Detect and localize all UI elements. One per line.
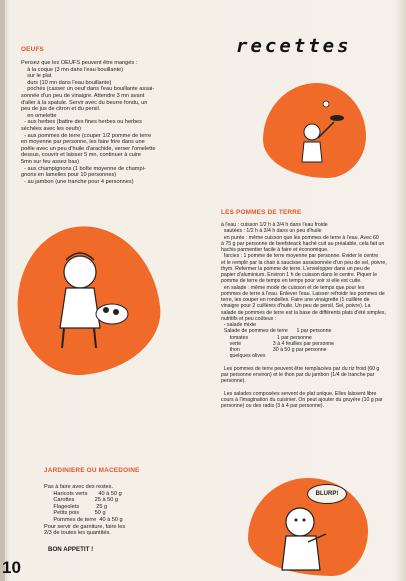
pommes-text: à l'eau : cuisson 1/2 h à 3/4 h dans l'eau froide sautées : 1/2 h à 3/4 h dans un peu d'huile en purée : même cuisson que les pommes de terre à l'eau. Avec 60 à 75 g par personne de beefsteack haché cuit au préalable, cela fait un hachis parmentier facile à faire et économique. farcies : 1 pomme de terre moyenne par personne. Evider le centre et le remplir par la chair à saucisse assaisonnée d'un peu de sel, poivre, thym. Refermer la pomme de terre. L'envelopper dans un peu de papier d'aluminium. Environ 1 h de cuisson dans le centre. Piquer le pomme de terre de temps en temps pour voir si elle est cuite. en salade : même mode de cuisson et de temps que pour les pommes de terre à l'eau. Enlever l'eau. Laisser refroidir les pommes de terre, les couper en rondelles. Faire une vinaigrette (1 cuillère de vinaigre pour 2 cuillères d'huile. Un peu de persil. Sel, poivre). La salade de pommes de terre est la base de différents plats d'été simples, nutritifs et peu coûteux : - salade mixte Salade de pommes de terre 1 par personne tomates 1 par personne verte 3 à 4 feuilles par personne thon 30 à 50 g par personne quelques olives Les pommes de terre peuvent être remplacées par du riz froid (60 g par personne environ) et le thon par du jambon (1/4 de tranche par personne). Les salades composées servent de plat unique. Elles laissent libre cours à l'imagination du cuisinier. On peut ajouter du gruyère (10 g par personne) ou des radis (3 à 4 par personne). — [221, 222, 387, 410]
boy-with-vegetables-illustration — [36, 244, 136, 356]
oeufs-heading: OEUFS — [21, 46, 45, 53]
page-spine-shadow — [0, 0, 5, 581]
speech-bubble: BLURP! — [307, 484, 347, 504]
page-number: 10 — [2, 558, 21, 577]
pommes-heading: LES POMMES DE TERRE — [221, 209, 302, 216]
jardiniere-text: Pas à faire avec des restes. Haricots verts 40 à 50 g Carottes 25 à 50 g Flageolets 25 g Petits pois 50 g Pommes de terre 40 à 50 g Pour servir de garniture, faire les 2/3 de toutes les quantités. — [44, 484, 126, 537]
boy-eating-illustration — [268, 498, 348, 576]
bon-appetit: BON APPETIT ! — [48, 546, 94, 553]
jardiniere-heading: JARDINIERE OU MACEDOINE — [44, 467, 140, 474]
page-title: recettes — [236, 35, 352, 57]
oeufs-text: Pensez que les OEUFS peuvent être mangés : à la coque (3 mn dans l'eau bouillante) sur le plat durs (10 mn dans l'eau bouillante) pochés (casser un oeuf dans l'eau bouillante assai- sonnée d'un peu de vinaigre. Attendre 3 mn avant d'aller à la spatule. Servir avec du beurre fondu, un peu de jus de citron et du persil. en omelette - aux herbes (battre des fines herbes ou herbes séchées avec les oeufs) - aux pommes de terre (couper 1/2 pomme de terre en moyenne par personne, les faire frire dans une poêle avec un peu d'huile d'arachide, verser l'omelette dessus, couvrir et laisser 5 mn, continuer à cuire 5mn sur feu assez bas) - aux champignons (1 boîte moyenne de champi- gnons en lamelles pour 10 personnes) - au jambon (une tranche pour 4 personnes) — [21, 60, 156, 185]
chef-flipping-pan-illustration — [282, 98, 352, 168]
